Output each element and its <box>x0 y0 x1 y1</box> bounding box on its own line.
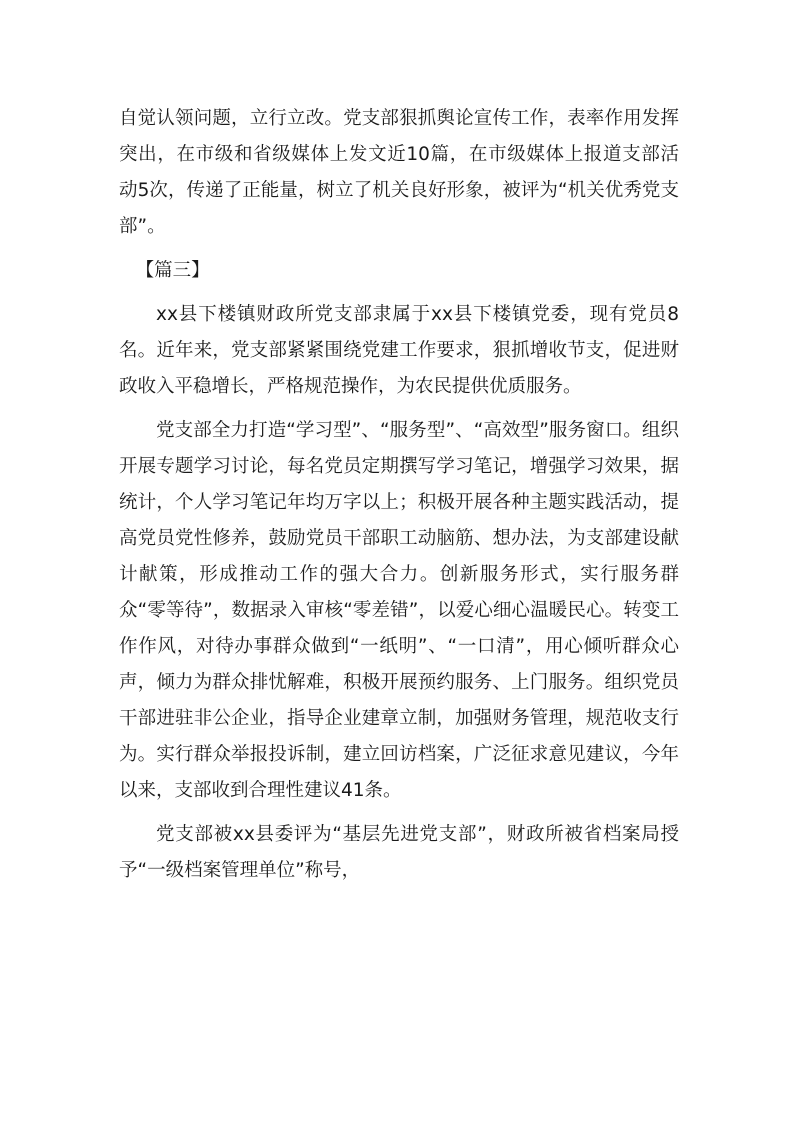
paragraph-intro: xx县下楼镇财政所党支部隶属于xx县下楼镇党委，现有党员8名。近年来，党支部紧紧围绕党建工作要求，狠抓增收节支，促进财政收入平稳增长，严格规范操作，为农民提供优质服务。 <box>119 304 679 397</box>
section-heading: 【篇三】 <box>135 260 210 281</box>
document-body <box>119 101 679 897</box>
paragraph-honors: 党支部被xx县委评为“基层先进党支部”，财政所被省档案局授予“一级档案管理单位”称号， <box>119 824 679 881</box>
paragraph-service-window: 党支部全力打造“学习型”、“服务型”、“高效型”服务窗口。组织开展专题学习讨论，每名党员定期撰写学习笔记，增强学习效果，据统计，个人学习笔记年均万字以上；积极开展各种主题实践活动，提高党员党性修养，鼓励党员干部职工动脑筋、想办法，为支部建设献计献策，形成推动工作的强大合力。创新服务形式，实行服务群众“零等待”，数据录入审核“零差错”，以爱心细心温暖民心。转变工作作风，对待办事群众做到“一纸明”、“一口清”，用心倾听群众心声，倾力为群众排忧解难，积极开展预约服务、上门服务。组织党员干部进驻非公企业，指导企业建章立制，加强财务管理，规范收支行为。实行群众举报投诉制，建立回访档案，广泛征求意见建议，今年以来，支部收到合理性建议41条。 <box>119 420 679 801</box>
paragraph-continuation: 自觉认领问题，立行立改。党支部狠抓舆论宣传工作，表率作用发挥突出，在市级和省级媒体上发文近10篇，在市级媒体上报道支部活动5次，传递了正能量，树立了机关良好形象，被评为“机关优秀党支部”。 <box>119 108 679 237</box>
